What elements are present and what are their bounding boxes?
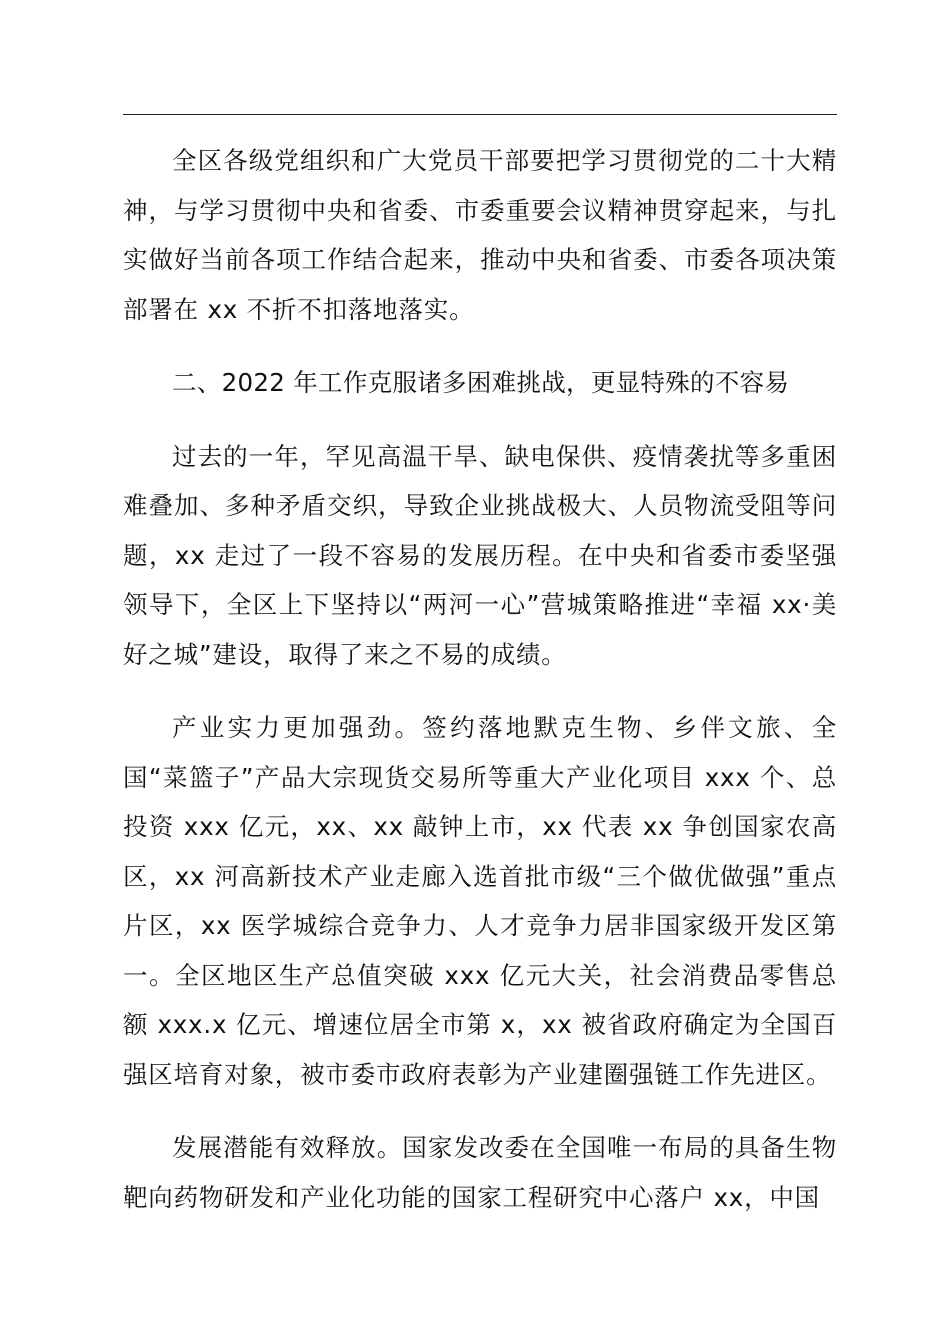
document-body [123, 136, 837, 1246]
paragraph-development-potential: 发展潜能有效释放。国家发改委在全国唯一布局的具备生物靶向药物研发和产业化功能的国家工程研究中心落户 xx，中国 [123, 1133, 837, 1212]
paragraph-industry-strength: 产业实力更加强劲。签约落地默克生物、乡伴文旅、全国“菜篮子”产品大宗现货交易所等重大产业化项目 xxx 个、总投资 xxx 亿元，xx、xx 敲钟上市，xx 代表 xx 争创国家农高区，xx 河高新技术产业走廊入选首批市级“三个做优做强”重点片区，xx 医学城综合竞争力、人才竞争力居非国家级开发区第一。全区地区生产总值突破 xxx 亿元大关，社会消费品零售总额 xxx.x 亿元、增速位居全市第 x，xx 被省政府确定为全国百强区培育对象，被市委市政府表彰为产业建圈强链工作先进区。 [123, 713, 837, 1089]
header-rule [123, 114, 837, 115]
paragraph-implementation: 全区各级党组织和广大党员干部要把学习贯彻党的二十大精神，与学习贯彻中央和省委、市委重要会议精神贯穿起来，与扎实做好当前各项工作结合起来，推动中央和省委、市委各项决策部署在 xx 不折不扣落地落实。 [123, 146, 837, 324]
paragraph-past-year: 过去的一年，罕见高温干旱、缺电保供、疫情袭扰等多重困难叠加、多种矛盾交织，导致企业挑战极大、人员物流受阻等问题，xx 走过了一段不容易的发展历程。在中央和省委市委坚强领导下，全区上下坚持以“两河一心”营城策略推进“幸福 xx·美好之城”建设，取得了来之不易的成绩。 [123, 441, 837, 669]
section-heading-2022-work: 二、2022 年工作克服诸多困难挑战，更显特殊的不容易 [172, 368, 790, 397]
